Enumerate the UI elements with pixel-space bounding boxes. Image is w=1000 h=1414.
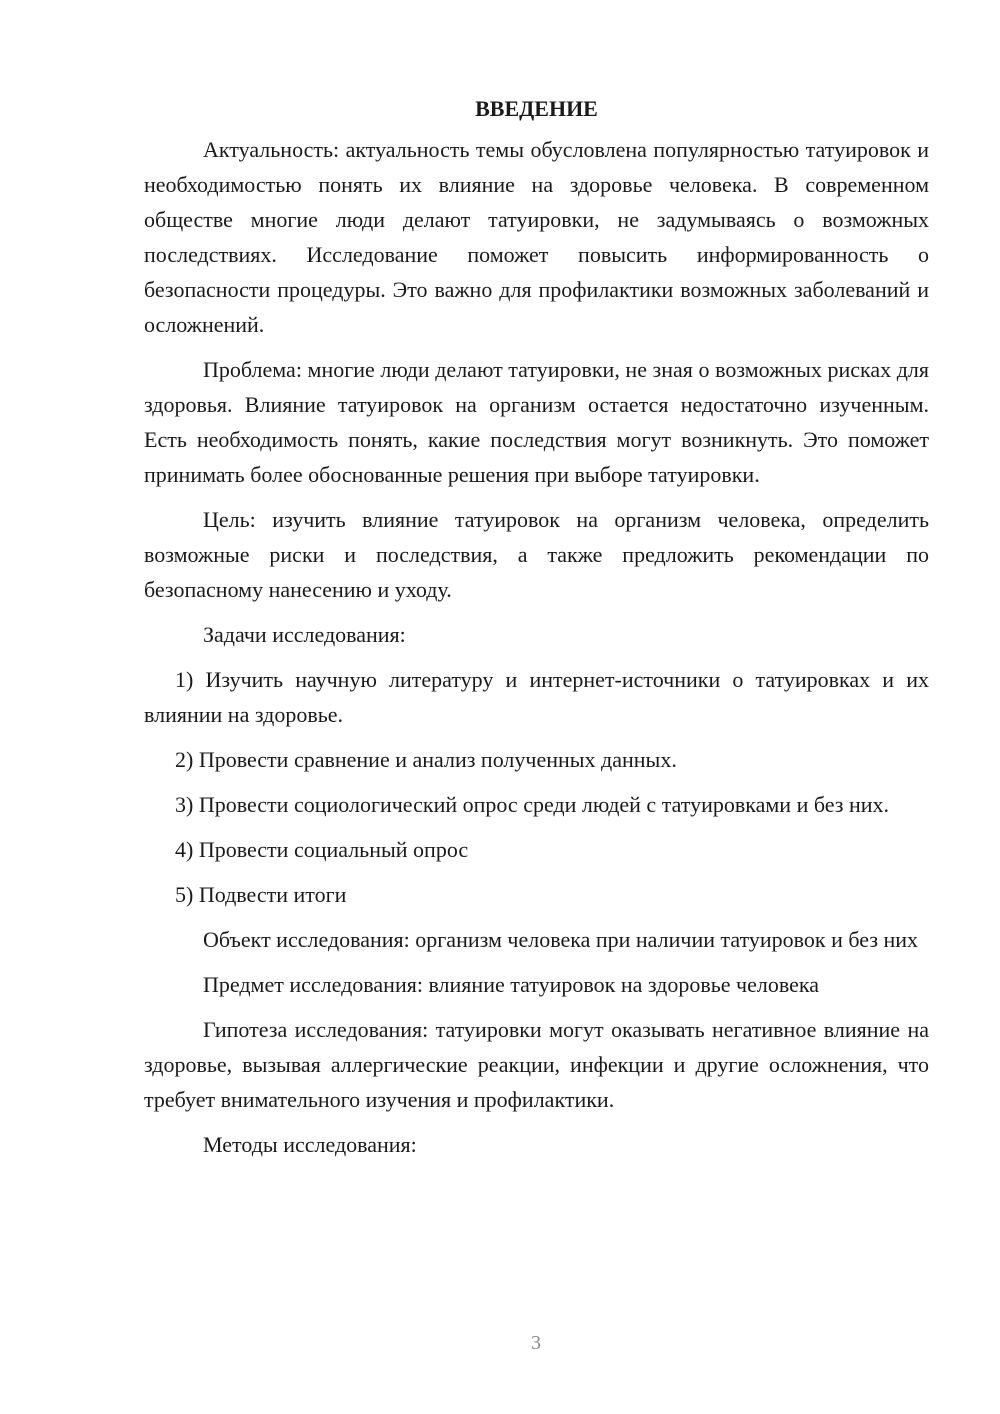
paragraph-problem: Проблема: многие люди делают татуировки, не зная о возможных рисках для здоровья. Влияние татуировок на организм остается недостаточно изученным. Есть необходимость понять, какие последствия могут возникнуть. Это поможет принимать более обоснованные решения при выборе татуировки. — [144, 357, 929, 487]
task-item: 1) Изучить научную литературу и интернет-источники о татуировках и их влиянии на здоровье. — [144, 667, 929, 727]
task-item: 4) Провести социальный опрос — [175, 837, 469, 862]
task-item: 5) Подвести итоги — [175, 882, 347, 907]
paragraph-object: Объект исследования: организм человека при наличии татуировок и без них — [203, 927, 919, 952]
paragraph-hypothesis: Гипотеза исследования: татуировки могут оказывать негативное влияние на здоровье, вызывая аллергические реакции, инфекции и другие осложнения, что требует внимательного изучения и профилактики. — [144, 1017, 929, 1112]
page-number: 3 — [531, 1332, 541, 1354]
paragraph-methods: Методы исследования: — [203, 1132, 417, 1157]
task-item: 2) Провести сравнение и анализ полученных данных. — [175, 747, 677, 772]
paragraph-subject: Предмет исследования: влияние татуировок на здоровье человека — [203, 972, 819, 997]
document-page — [144, 92, 929, 1172]
paragraph-tasks-heading: Задачи исследования: — [203, 622, 406, 647]
section-title: ВВЕДЕНИЕ — [475, 96, 598, 121]
paragraph-relevance: Актуальность: актуальность темы обусловлена популярностью татуировок и необходимостью понять их влияние на здоровье человека. В современном обществе многие люди делают татуировки, не задумываясь о возможных последствиях. Исследование поможет повысить информированность о безопасности процедуры. Это важно для профилактики возможных заболеваний и осложнений. — [144, 137, 929, 337]
paragraph-goal: Цель: изучить влияние татуировок на организм человека, определить возможные риски и последствия, а также предложить рекомендации по безопасному нанесению и уходу. — [144, 507, 929, 602]
task-item: 3) Провести социологический опрос среди людей с татуировками и без них. — [175, 792, 890, 817]
